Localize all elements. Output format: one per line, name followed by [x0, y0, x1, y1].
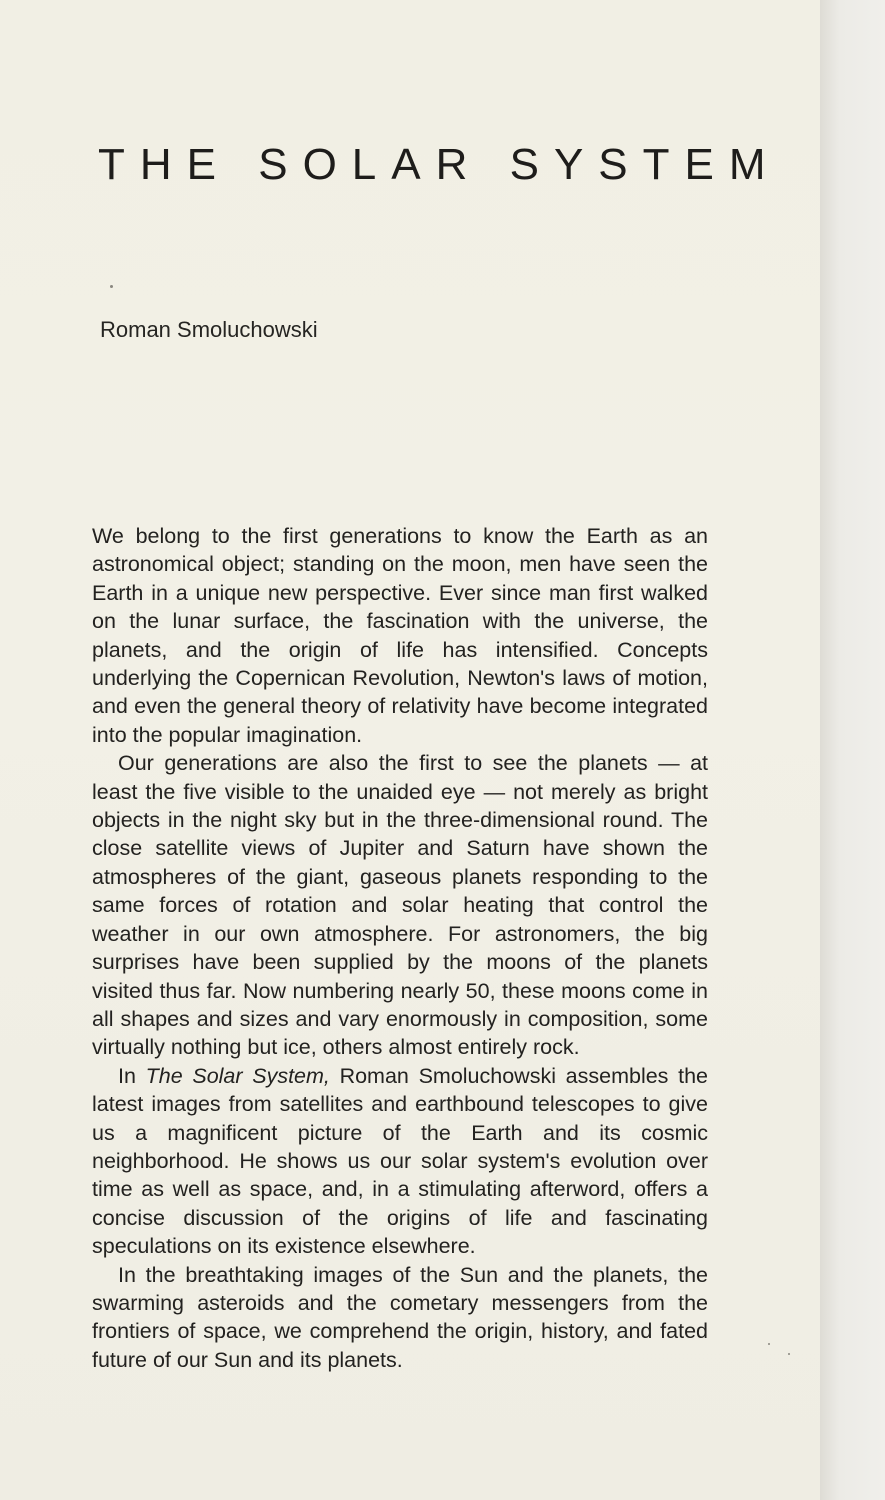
paper-speck — [768, 1343, 770, 1345]
book-title: THE SOLAR SYSTEM — [98, 140, 781, 189]
jacket-copy — [92, 522, 708, 1374]
paper-speck — [110, 285, 113, 288]
paragraph-3 — [92, 1062, 708, 1261]
paragraph-3-lead: In — [118, 1063, 146, 1088]
book-title-italic: The Solar System, — [145, 1063, 330, 1088]
page-edge — [820, 0, 885, 1500]
paragraph-4: In the breathtaking images of the Sun and the planets, the swarming asteroids and the cometary messengers from the frontiers of space, we comprehend the origin, history, and fated future of our Sun and its planets. — [92, 1262, 708, 1372]
author-name: Roman Smoluchowski — [100, 317, 318, 342]
paragraph-2: Our generations are also the first to see the planets — at least the five visible to the unaided eye — not merely as bright objects in the night sky but in the three-dimensional round. The close satellite views of Jupiter and Saturn have shown the atmospheres of the giant, gaseous planets responding to the same forces of rotation and solar heating that control the weather in our own atmosphere. For astronomers, the big surprises have been supplied by the moons of the planets visited thus far. Now numbering nearly 50, these moons come in all shapes and sizes and vary enormously in composition, some virtually nothing but ice, others almost entirely rock. — [92, 751, 708, 1060]
paragraph-3-text: Roman Smoluchowski assembles the latest images from satellites and earthbound telescopes to give us a magnificent picture of the Earth and its cosmic neighborhood. He shows us our solar system's evolution over time as well as space, and, in a stimulating afterword, offers a concise discussion of the origins of life and fascinating speculations on its existence elsewhere. — [92, 1063, 709, 1259]
paragraph-1: We belong to the first generations to know the Earth as an astronomical object; standing on the moon, men have seen the Earth in a unique new perspective. Ever since man first walked on the lunar surface, the fascination with the universe, the planets, and the origin of life has intensified. Concepts underlying the Copernican Revolution, Newton's laws of motion, and even the general theory of relativity have become integrated into the popular imagination. — [92, 524, 708, 747]
paper-speck — [788, 1353, 790, 1355]
